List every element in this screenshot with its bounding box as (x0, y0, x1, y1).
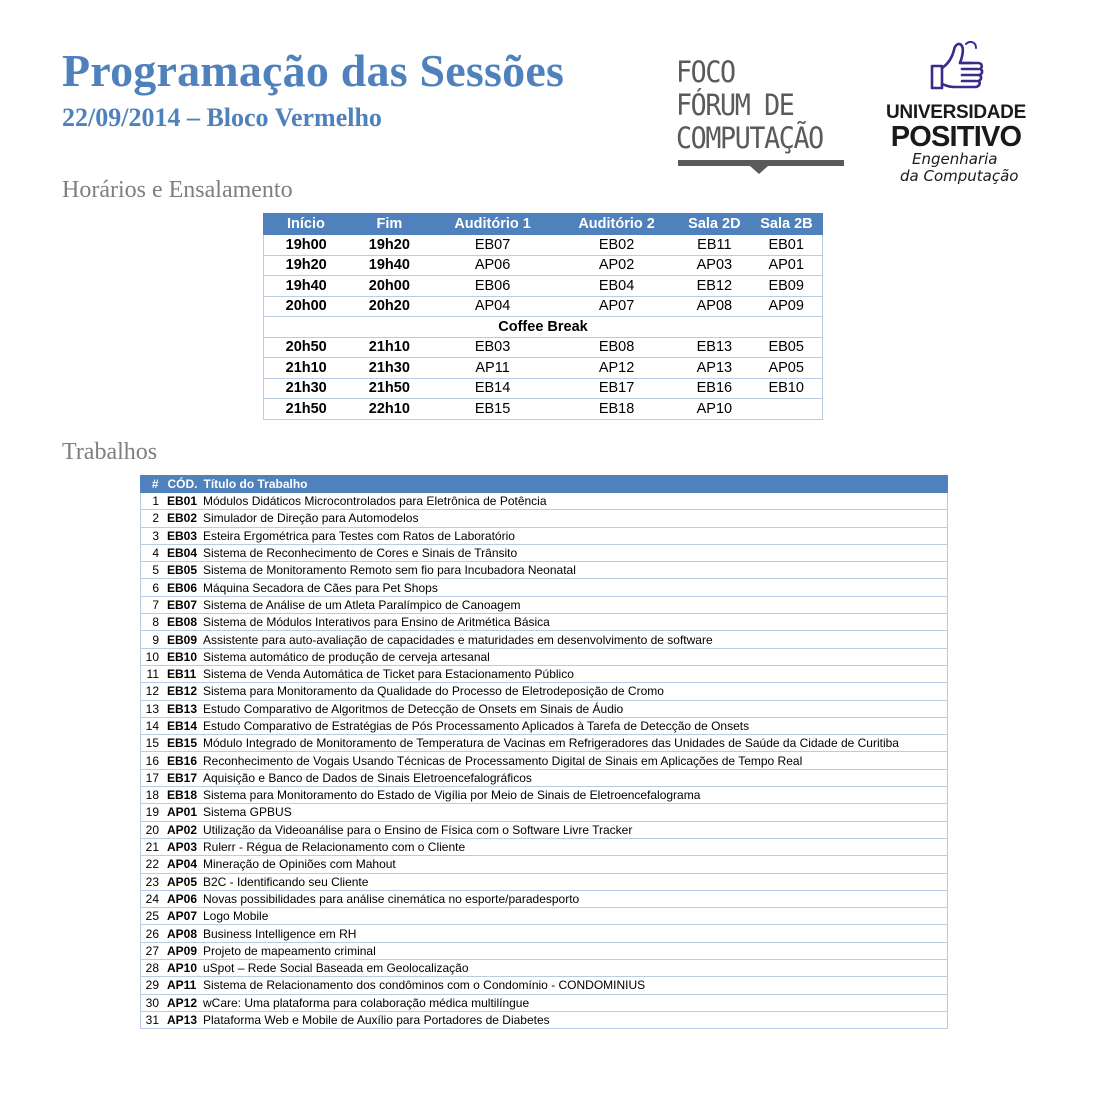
schedule-row (264, 358, 823, 379)
room-session-cell: EB10 (750, 378, 822, 399)
work-code: AP11 (163, 977, 199, 994)
work-code: EB02 (163, 510, 199, 527)
work-code: EB05 (163, 562, 199, 579)
room-session-cell: EB03 (430, 337, 554, 358)
work-number: 20 (141, 821, 164, 838)
work-code: EB13 (163, 700, 199, 717)
time-cell: 21h10 (264, 358, 349, 379)
work-title: Sistema para Monitoramento da Qualidade do Processo de Eletrodeposição de Cromo (199, 683, 948, 700)
room-session-cell: AP05 (750, 358, 822, 379)
work-row (141, 631, 948, 648)
column-header: Auditório 1 (430, 214, 554, 235)
schedule-row (264, 276, 823, 297)
room-session-cell: EB07 (430, 235, 554, 256)
time-cell: 19h20 (348, 235, 430, 256)
work-number: 24 (141, 890, 164, 907)
work-number: 11 (141, 665, 164, 682)
schedule-row (264, 296, 823, 317)
schedule-row (264, 337, 823, 358)
work-code: EB06 (163, 579, 199, 596)
column-header: Título do Trabalho (199, 476, 948, 493)
room-session-cell: AP06 (430, 255, 554, 276)
work-row (141, 717, 948, 734)
work-code: EB08 (163, 614, 199, 631)
work-number: 6 (141, 579, 164, 596)
column-header: Auditório 2 (555, 214, 679, 235)
work-code: EB11 (163, 665, 199, 682)
work-number: 2 (141, 510, 164, 527)
work-code: AP13 (163, 1011, 199, 1028)
column-header: Sala 2D (678, 214, 750, 235)
university-logo (886, 36, 1026, 185)
coffee-break-label: Coffee Break (264, 317, 823, 338)
schedule-row (264, 255, 823, 276)
room-session-cell: AP01 (750, 255, 822, 276)
time-cell: 21h10 (348, 337, 430, 358)
time-cell: 21h30 (264, 378, 349, 399)
foco-logo-line: FOCO (676, 55, 735, 89)
work-code: EB10 (163, 648, 199, 665)
work-title: Sistema de Venda Automática de Ticket para Estacionamento Público (199, 665, 948, 682)
room-session-cell: EB09 (750, 276, 822, 297)
schedule-row (264, 399, 823, 420)
work-code: EB12 (163, 683, 199, 700)
work-title: Assistente para auto-avaliação de capacidades e maturidades em desenvolvimento de software (199, 631, 948, 648)
work-title: Projeto de mapeamento criminal (199, 942, 948, 959)
room-session-cell: AP11 (430, 358, 554, 379)
work-title: Rulerr - Régua de Relacionamento com o Cliente (199, 838, 948, 855)
work-row (141, 769, 948, 786)
work-number: 27 (141, 942, 164, 959)
work-title: B2C - Identificando seu Cliente (199, 873, 948, 890)
work-row (141, 925, 948, 942)
room-session-cell: AP02 (555, 255, 679, 276)
work-row (141, 735, 948, 752)
work-title: Máquina Secadora de Cães para Pet Shops (199, 579, 948, 596)
column-header: CÓD. (163, 476, 199, 493)
work-row (141, 960, 948, 977)
work-row (141, 596, 948, 613)
work-code: EB16 (163, 752, 199, 769)
work-number: 8 (141, 614, 164, 631)
work-code: AP02 (163, 821, 199, 838)
work-code: AP01 (163, 804, 199, 821)
work-title: wCare: Uma plataforma para colaboração médica multilíngue (199, 994, 948, 1011)
work-number: 4 (141, 544, 164, 561)
work-number: 13 (141, 700, 164, 717)
room-session-cell: AP10 (678, 399, 750, 420)
room-session-cell: EB06 (430, 276, 554, 297)
work-number: 9 (141, 631, 164, 648)
work-code: EB03 (163, 527, 199, 544)
work-number: 5 (141, 562, 164, 579)
foco-logo-line: COMPUTAÇÃO (676, 121, 823, 155)
work-row (141, 890, 948, 907)
room-session-cell: EB04 (555, 276, 679, 297)
work-number: 1 (141, 493, 164, 510)
room-session-cell: AP04 (430, 296, 554, 317)
work-row (141, 1011, 948, 1028)
time-cell: 20h00 (264, 296, 349, 317)
work-title: Business Intelligence em RH (199, 925, 948, 942)
work-number: 10 (141, 648, 164, 665)
work-number: 7 (141, 596, 164, 613)
work-title: Estudo Comparativo de Estratégias de Pós Processamento Aplicados à Tarefa de Detecção de Onsets (199, 717, 948, 734)
work-row (141, 752, 948, 769)
time-cell: 20h00 (348, 276, 430, 297)
work-title: Reconhecimento de Vogais Usando Técnicas de Processamento Digital de Sinais em Aplicações de Tempo Real (199, 752, 948, 769)
time-cell: 22h10 (348, 399, 430, 420)
work-row (141, 510, 948, 527)
room-session-cell: AP08 (678, 296, 750, 317)
time-cell: 19h20 (264, 255, 349, 276)
work-title: Sistema de Análise de um Atleta Paralímpico de Canoagem (199, 596, 948, 613)
room-session-cell: EB16 (678, 378, 750, 399)
room-session-cell: EB17 (555, 378, 679, 399)
room-session-cell: EB13 (678, 337, 750, 358)
thumbs-up-icon (924, 36, 988, 94)
work-row (141, 544, 948, 561)
work-title: Sistema automático de produção de cerveja artesanal (199, 648, 948, 665)
work-code: AP05 (163, 873, 199, 890)
work-row (141, 665, 948, 682)
work-code: EB04 (163, 544, 199, 561)
schedule-heading: Horários e Ensalamento (62, 177, 293, 203)
work-code: AP10 (163, 960, 199, 977)
work-row (141, 648, 948, 665)
work-title: Plataforma Web e Mobile de Auxílio para Portadores de Diabetes (199, 1011, 948, 1028)
room-session-cell: EB02 (555, 235, 679, 256)
work-row (141, 787, 948, 804)
work-code: AP08 (163, 925, 199, 942)
work-row (141, 493, 948, 510)
column-header: Fim (348, 214, 430, 235)
work-row (141, 527, 948, 544)
work-title: uSpot – Rede Social Baseada em Geolocalização (199, 960, 948, 977)
work-row (141, 994, 948, 1011)
room-session-cell: EB15 (430, 399, 554, 420)
work-row (141, 683, 948, 700)
room-session-cell: EB05 (750, 337, 822, 358)
work-code: EB01 (163, 493, 199, 510)
work-number: 3 (141, 527, 164, 544)
work-code: AP09 (163, 942, 199, 959)
work-number: 19 (141, 804, 164, 821)
work-code: EB18 (163, 787, 199, 804)
page-title: Programação das Sessões (62, 45, 565, 96)
work-number: 23 (141, 873, 164, 890)
work-number: 14 (141, 717, 164, 734)
work-row (141, 838, 948, 855)
work-number: 29 (141, 977, 164, 994)
work-number: 15 (141, 735, 164, 752)
room-session-cell: AP09 (750, 296, 822, 317)
room-session-cell: AP07 (555, 296, 679, 317)
time-cell: 19h40 (264, 276, 349, 297)
work-title: Sistema de Reconhecimento de Cores e Sinais de Trânsito (199, 544, 948, 561)
work-code: AP03 (163, 838, 199, 855)
work-title: Sistema para Monitoramento do Estado de Vigília por Meio de Sinais de Eletroencefalograma (199, 787, 948, 804)
work-title: Estudo Comparativo de Algoritmos de Detecção de Onsets em Sinais de Áudio (199, 700, 948, 717)
work-code: AP07 (163, 908, 199, 925)
work-title: Logo Mobile (199, 908, 948, 925)
work-number: 28 (141, 960, 164, 977)
time-cell: 20h50 (264, 337, 349, 358)
work-code: EB09 (163, 631, 199, 648)
work-number: 16 (141, 752, 164, 769)
work-title: Esteira Ergométrica para Testes com Ratos de Laboratório (199, 527, 948, 544)
work-row (141, 908, 948, 925)
work-code: AP06 (163, 890, 199, 907)
time-cell: 19h40 (348, 255, 430, 276)
work-number: 22 (141, 856, 164, 873)
work-row (141, 562, 948, 579)
room-session-cell: EB01 (750, 235, 822, 256)
schedule-row (264, 378, 823, 399)
work-title: Simulador de Direção para Automodelos (199, 510, 948, 527)
foco-logo (676, 56, 848, 155)
work-code: AP12 (163, 994, 199, 1011)
work-title: Aquisição e Banco de Dados de Sinais Eletroencefalográficos (199, 769, 948, 786)
work-number: 26 (141, 925, 164, 942)
work-row (141, 700, 948, 717)
work-row (141, 821, 948, 838)
work-number: 17 (141, 769, 164, 786)
work-title: Sistema de Monitoramento Remoto sem fio para Incubadora Neonatal (199, 562, 948, 579)
work-row (141, 942, 948, 959)
room-session-cell: EB11 (678, 235, 750, 256)
work-code: EB17 (163, 769, 199, 786)
break-row (264, 317, 823, 338)
foco-logo-pointer (750, 166, 768, 174)
work-title: Módulo Integrado de Monitoramento de Temperatura de Vacinas em Refrigeradores das Unidades de Saúde da Cidade de Curitiba (199, 735, 948, 752)
work-row (141, 977, 948, 994)
work-code: EB15 (163, 735, 199, 752)
works-table (140, 475, 948, 1029)
works-heading: Trabalhos (62, 439, 158, 465)
work-row (141, 614, 948, 631)
work-number: 25 (141, 908, 164, 925)
work-title: Sistema de Módulos Interativos para Ensino de Aritmética Básica (199, 614, 948, 631)
room-session-cell: AP03 (678, 255, 750, 276)
schedule-row (264, 235, 823, 256)
work-number: 30 (141, 994, 164, 1011)
work-number: 21 (141, 838, 164, 855)
university-course-line1: Engenharia (912, 150, 998, 168)
time-cell: 21h30 (348, 358, 430, 379)
work-title: Sistema GPBUS (199, 804, 948, 821)
schedule-header-row (264, 214, 823, 235)
column-header: Início (264, 214, 349, 235)
foco-logo-line: FÓRUM DE (676, 88, 794, 122)
work-title: Mineração de Opiniões com Mahout (199, 856, 948, 873)
time-cell: 21h50 (348, 378, 430, 399)
page-subtitle: 22/09/2014 – Bloco Vermelho (62, 103, 382, 132)
work-title: Novas possibilidades para análise cinemática no esporte/paradesporto (199, 890, 948, 907)
column-header: # (141, 476, 164, 493)
time-cell: 21h50 (264, 399, 349, 420)
work-title: Sistema de Relacionamento dos condôminos com o Condomínio - CONDOMINIUS (199, 977, 948, 994)
university-name-line2: POSITIVO (890, 121, 1022, 153)
university-name-line1: UNIVERSIDADE (886, 102, 1026, 123)
column-header: Sala 2B (750, 214, 822, 235)
work-number: 18 (141, 787, 164, 804)
room-session-cell: AP12 (555, 358, 679, 379)
time-cell: 20h20 (348, 296, 430, 317)
work-code: EB14 (163, 717, 199, 734)
time-cell: 19h00 (264, 235, 349, 256)
work-row (141, 873, 948, 890)
work-number: 31 (141, 1011, 164, 1028)
room-session-cell: EB12 (678, 276, 750, 297)
work-title: Utilização da Videoanálise para o Ensino de Física com o Software Livre Tracker (199, 821, 948, 838)
university-course-line2: da Computação (900, 167, 1019, 185)
work-number: 12 (141, 683, 164, 700)
room-session-cell: EB08 (555, 337, 679, 358)
work-code: EB07 (163, 596, 199, 613)
work-code: AP04 (163, 856, 199, 873)
work-row (141, 856, 948, 873)
room-session-cell: EB18 (555, 399, 679, 420)
works-header-row (141, 476, 948, 493)
room-session-cell: EB14 (430, 378, 554, 399)
schedule-table (263, 213, 823, 420)
work-title: Módulos Didáticos Microcontrolados para Eletrônica de Potência (199, 493, 948, 510)
work-row (141, 579, 948, 596)
room-session-cell: AP13 (678, 358, 750, 379)
room-session-cell (750, 399, 822, 420)
work-row (141, 804, 948, 821)
